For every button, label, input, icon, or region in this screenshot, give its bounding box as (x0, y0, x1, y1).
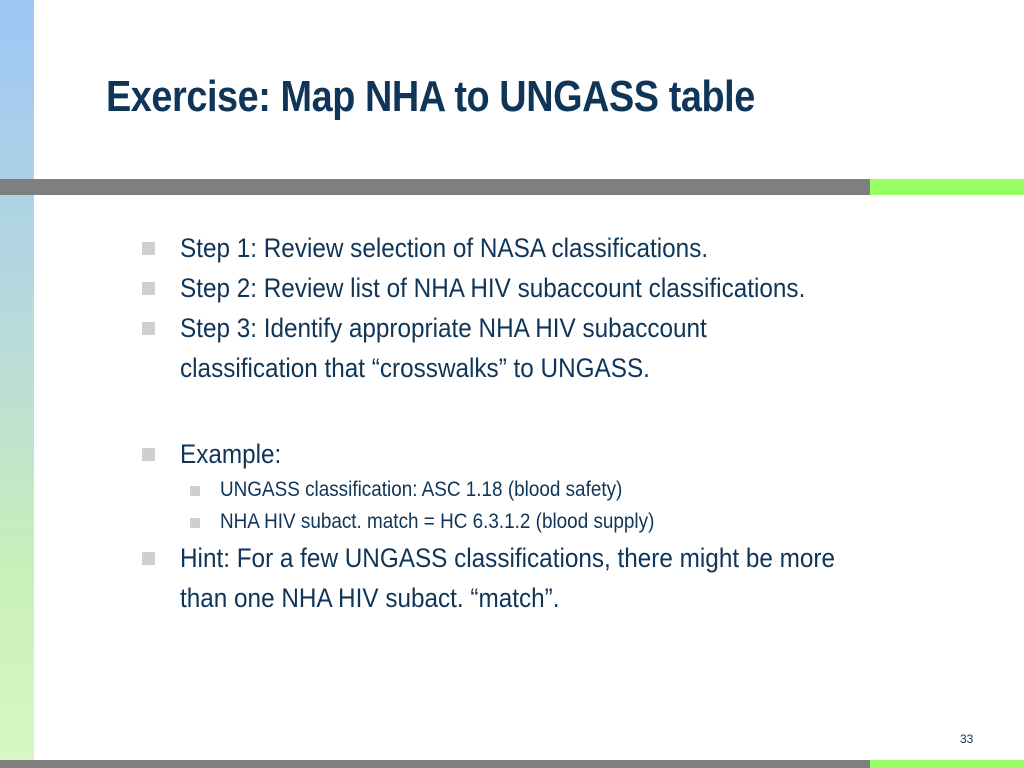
square-bullet-icon (142, 282, 155, 295)
sub-bullet-example2 (140, 506, 980, 538)
sub-bullet-text: UNGASS classification: ASC 1.18 (blood safety) (220, 478, 623, 501)
footer-divider-gray (0, 760, 870, 768)
bullet-hint (140, 538, 980, 618)
square-bullet-icon (142, 552, 155, 565)
square-bullet-icon (142, 322, 155, 335)
footer-divider-green (870, 760, 1024, 768)
square-bullet-icon (190, 486, 200, 496)
bullet-step1 (140, 228, 980, 268)
page-number: 33 (960, 732, 974, 746)
bullet-text-block (180, 308, 707, 388)
bullet-list (140, 228, 980, 618)
bullet-step2 (140, 268, 980, 308)
title-divider-gray (0, 179, 870, 195)
bullet-text: Example: (180, 439, 282, 469)
square-bullet-icon (142, 242, 155, 255)
slide-title: Exercise: Map NHA to UNGASS table (106, 72, 755, 121)
bullet-text-line2: classification that “crosswalks” to UNGASS. (180, 353, 650, 383)
bullet-text-line1: Step 3: Identify appropriate NHA HIV subaccount (180, 313, 707, 343)
bullet-text-block (180, 538, 835, 618)
bullet-text: Step 2: Review list of NHA HIV subaccount classifications. (180, 273, 806, 303)
title-divider-green (870, 179, 1024, 195)
sub-bullet-text: NHA HIV subact. match = HC 6.3.1.2 (blood supply) (220, 510, 655, 533)
square-bullet-icon (190, 518, 200, 528)
bullet-text-line1: Hint: For a few UNGASS classifications, there might be more (180, 543, 835, 573)
bullet-step3 (140, 308, 980, 388)
bullet-example (140, 434, 980, 474)
square-bullet-icon (142, 448, 155, 461)
sub-bullet-example1 (140, 474, 980, 506)
bullet-text-line2: than one NHA HIV subact. “match”. (180, 583, 560, 613)
left-gradient-bar (0, 0, 34, 768)
bullet-text: Step 1: Review selection of NASA classifications. (180, 233, 709, 263)
